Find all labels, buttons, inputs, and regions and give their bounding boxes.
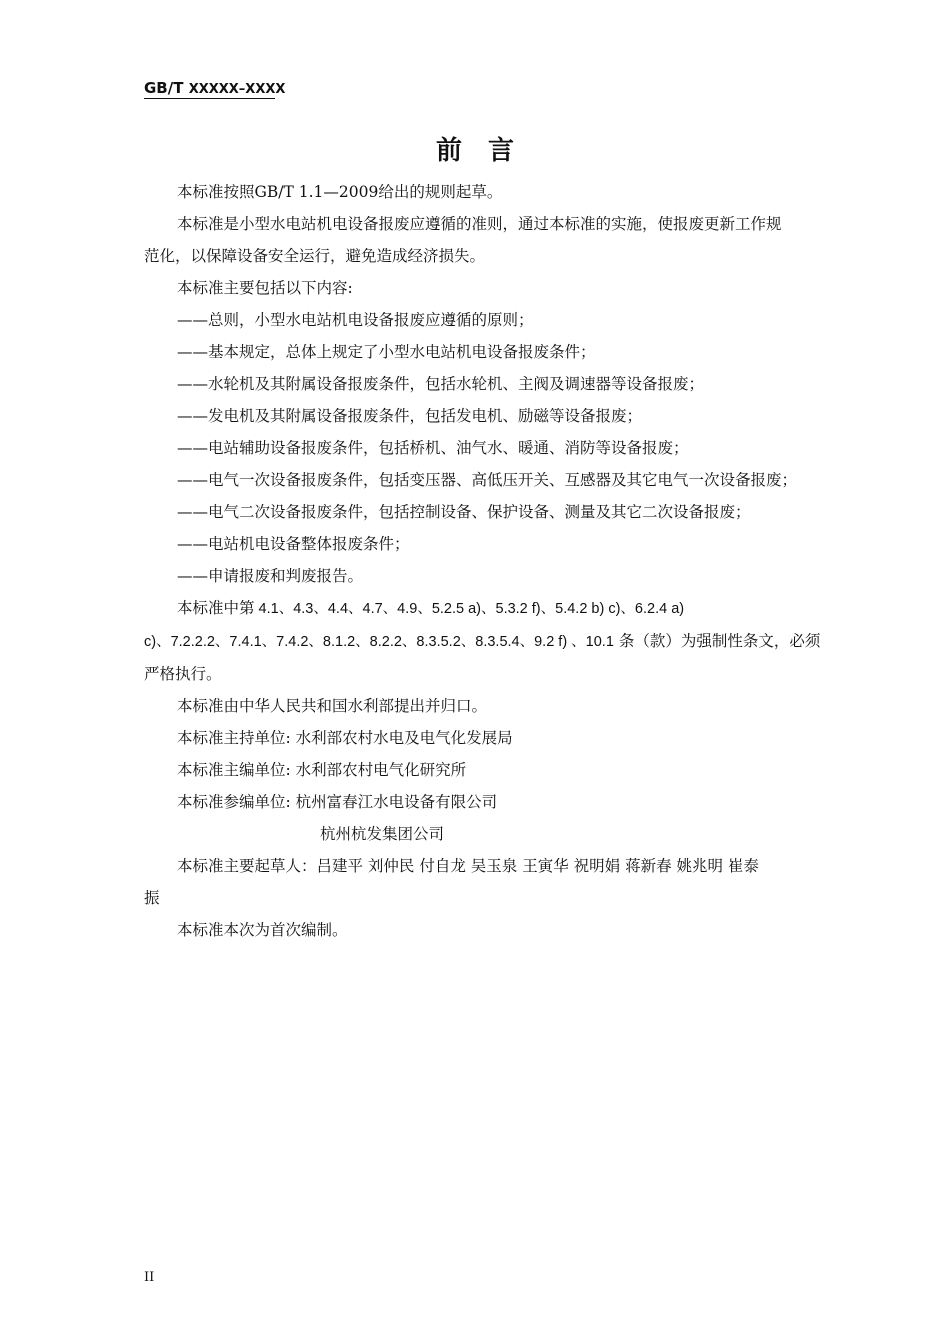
paragraph-host-unit: 本标准主持单位: 水利部农村水电及电气化发展局 [177,729,513,747]
paragraph-first-edition: 本标准本次为首次编制。 [177,921,348,939]
list-item: ——电气一次设备报废条件，包括变压器、高低压开关、互感器及其它电气一次设备报废； [177,471,798,489]
list-item: ——基本规定，总体上规定了小型水电站机电设备报废条件； [177,343,596,361]
standard-code-prefix: GB/T [144,79,189,97]
header-underline [144,98,275,99]
paragraph-purpose-line2: 范化，以保障设备安全运行，避免造成经济损失。 [144,247,486,265]
page-number: II [144,1270,155,1285]
paragraph-purpose-line1: 本标准是小型水电站机电设备报废应遵循的准则，通过本标准的实施，使报废更新工作规 [177,215,782,233]
paragraph-drafting-rules: 本标准按照GB/T 1.1—2009给出的规则起草。 [177,183,503,201]
list-item: ——电站辅助设备报废条件，包括桥机、油气水、暖通、消防等设备报废； [177,439,689,457]
list-item: ——发电机及其附属设备报废条件，包括发电机、励磁等设备报废； [177,407,643,425]
paragraph-contents-intro: 本标准主要包括以下内容: [177,279,353,297]
page-title: 前言 [435,136,540,166]
list-item: ——电站机电设备整体报废条件； [177,535,410,553]
paragraph-drafters-line1: 本标准主要起草人：吕建平 刘仲民 付自龙 吴玉泉 王寅华 祝明娟 蒋新春 姚兆明 崔泰 [177,857,759,875]
paragraph-mandatory-line3: 严格执行。 [144,665,222,683]
list-item: ——电气二次设备报废条件，包括控制设备、保护设备、测量及其它二次设备报废； [177,503,751,521]
list-item: ——申请报废和判废报告。 [177,567,364,585]
list-item: ——总则，小型水电站机电设备报废应遵循的原则； [177,311,534,329]
mandatory-prefix: 本标准中第 [177,599,255,617]
paragraph-proposer: 本标准由中华人民共和国水利部提出并归口。 [177,697,488,715]
paragraph-mandatory-line1 [144,592,838,625]
paragraph-chief-editor-unit: 本标准主编单位: 水利部农村电气化研究所 [177,761,467,779]
list-item: ——水轮机及其附属设备报废条件，包括水轮机、主阀及调速器等设备报废； [177,375,705,393]
paragraph-participating-unit: 本标准参编单位: 杭州富春江水电设备有限公司 [177,793,498,811]
mandatory-clauses-1: 4.1、4.3、4.4、4.7、4.9、5.2.5 a)、5.3.2 f)、5.4.2 b) c)、6.2.4 a) [254,601,685,617]
paragraph-drafters-line2: 振 [144,889,160,907]
paragraph-mandatory-line2 [144,625,838,658]
paragraph-participating-unit-2: 杭州杭发集团公司 [320,825,445,843]
standard-code-number: XXXXX–XXXX [188,82,286,97]
document-body [144,176,838,946]
mandatory-clauses-2: c)、7.2.2.2、7.4.1、7.4.2、8.1.2、8.2.2、8.3.5.2、8.3.5.4、9.2 f) 、10.1 [144,634,614,650]
mandatory-suffix: 条（款）为强制性条文，必须 [613,632,821,650]
standard-code [144,78,285,100]
